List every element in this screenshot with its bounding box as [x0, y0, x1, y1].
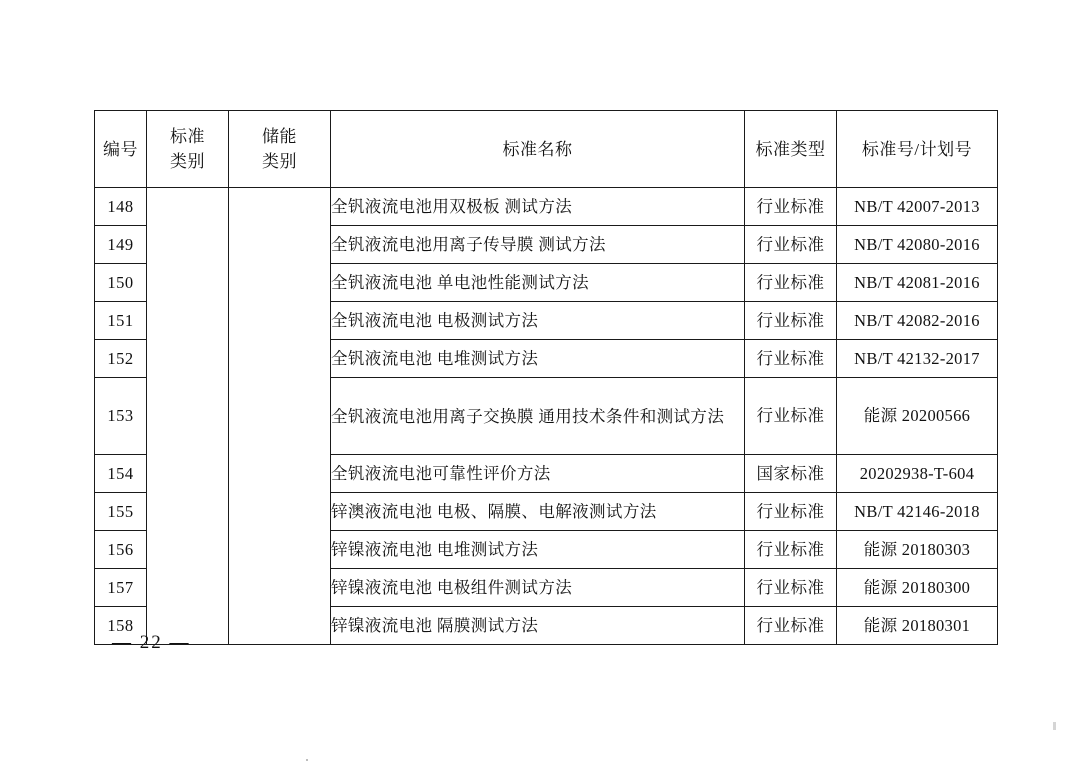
cell-no: 149 — [95, 226, 147, 264]
column-header-code: 标准号/计划号 — [837, 111, 998, 188]
cell-name: 全钒液流电池可靠性评价方法 — [331, 455, 745, 493]
cell-code: 20202938-T-604 — [837, 455, 998, 493]
cell-name: 锌镍液流电池 电堆测试方法 — [331, 531, 745, 569]
cell-type: 行业标准 — [745, 340, 837, 378]
cell-code: NB/T 42007-2013 — [837, 188, 998, 226]
cell-code: NB/T 42081-2016 — [837, 264, 998, 302]
column-header-category-line2: 类别 — [170, 152, 205, 171]
column-header-category — [147, 111, 229, 188]
cell-code: 能源 20180300 — [837, 569, 998, 607]
cell-code: 能源 20180303 — [837, 531, 998, 569]
cell-type: 行业标准 — [745, 378, 837, 455]
table-header — [95, 111, 998, 188]
column-header-storage-line1: 储能 — [262, 127, 297, 146]
cell-no: 150 — [95, 264, 147, 302]
cell-code: 能源 20180301 — [837, 607, 998, 645]
cell-name: 全钒液流电池 电堆测试方法 — [331, 340, 745, 378]
cell-code: NB/T 42132-2017 — [837, 340, 998, 378]
cell-name: 锌澳液流电池 电极、隔膜、电解液测试方法 — [331, 493, 745, 531]
cell-code: 能源 20200566 — [837, 378, 998, 455]
column-header-storage-line2: 类别 — [262, 152, 297, 171]
column-header-storage — [229, 111, 331, 188]
cell-type: 行业标准 — [745, 531, 837, 569]
cell-no: 154 — [95, 455, 147, 493]
standards-table — [94, 110, 998, 645]
cell-type: 行业标准 — [745, 493, 837, 531]
column-header-type: 标准类型 — [745, 111, 837, 188]
cell-name: 全钒液流电池用离子交换膜 通用技术条件和测试方法 — [331, 378, 745, 455]
cell-no: 148 — [95, 188, 147, 226]
cell-code: NB/T 42080-2016 — [837, 226, 998, 264]
table-body — [95, 188, 998, 645]
cell-no: 155 — [95, 493, 147, 531]
cell-code: NB/T 42146-2018 — [837, 493, 998, 531]
column-header-no: 编号 — [95, 111, 147, 188]
cell-no: 151 — [95, 302, 147, 340]
cell-no: 158 — [95, 607, 147, 645]
cell-type: 行业标准 — [745, 302, 837, 340]
cell-type: 行业标准 — [745, 188, 837, 226]
cell-no: 156 — [95, 531, 147, 569]
cell-name: 锌镍液流电池 隔膜测试方法 — [331, 607, 745, 645]
cell-type: 行业标准 — [745, 607, 837, 645]
cell-name: 全钒液流电池 单电池性能测试方法 — [331, 264, 745, 302]
column-header-category-line1: 标准 — [170, 127, 205, 146]
table-row — [95, 188, 998, 226]
cell-storage — [229, 188, 331, 645]
standards-table-container — [94, 110, 997, 645]
cell-category — [147, 188, 229, 645]
column-header-name: 标准名称 — [331, 111, 745, 188]
cell-no: 153 — [95, 378, 147, 455]
cell-type: 行业标准 — [745, 226, 837, 264]
page-number: — 22 — — [112, 632, 191, 653]
cell-no: 157 — [95, 569, 147, 607]
cell-name: 全钒液流电池 电极测试方法 — [331, 302, 745, 340]
cell-type: 行业标准 — [745, 264, 837, 302]
cell-name: 全钒液流电池用离子传导膜 测试方法 — [331, 226, 745, 264]
cell-type: 国家标准 — [745, 455, 837, 493]
scan-artifact — [1053, 722, 1056, 730]
cell-code: NB/T 42082-2016 — [837, 302, 998, 340]
table-header-row — [95, 111, 998, 188]
cell-name: 全钒液流电池用双极板 测试方法 — [331, 188, 745, 226]
cell-type: 行业标准 — [745, 569, 837, 607]
cell-no: 152 — [95, 340, 147, 378]
scan-artifact — [306, 759, 308, 761]
cell-name: 锌镍液流电池 电极组件测试方法 — [331, 569, 745, 607]
